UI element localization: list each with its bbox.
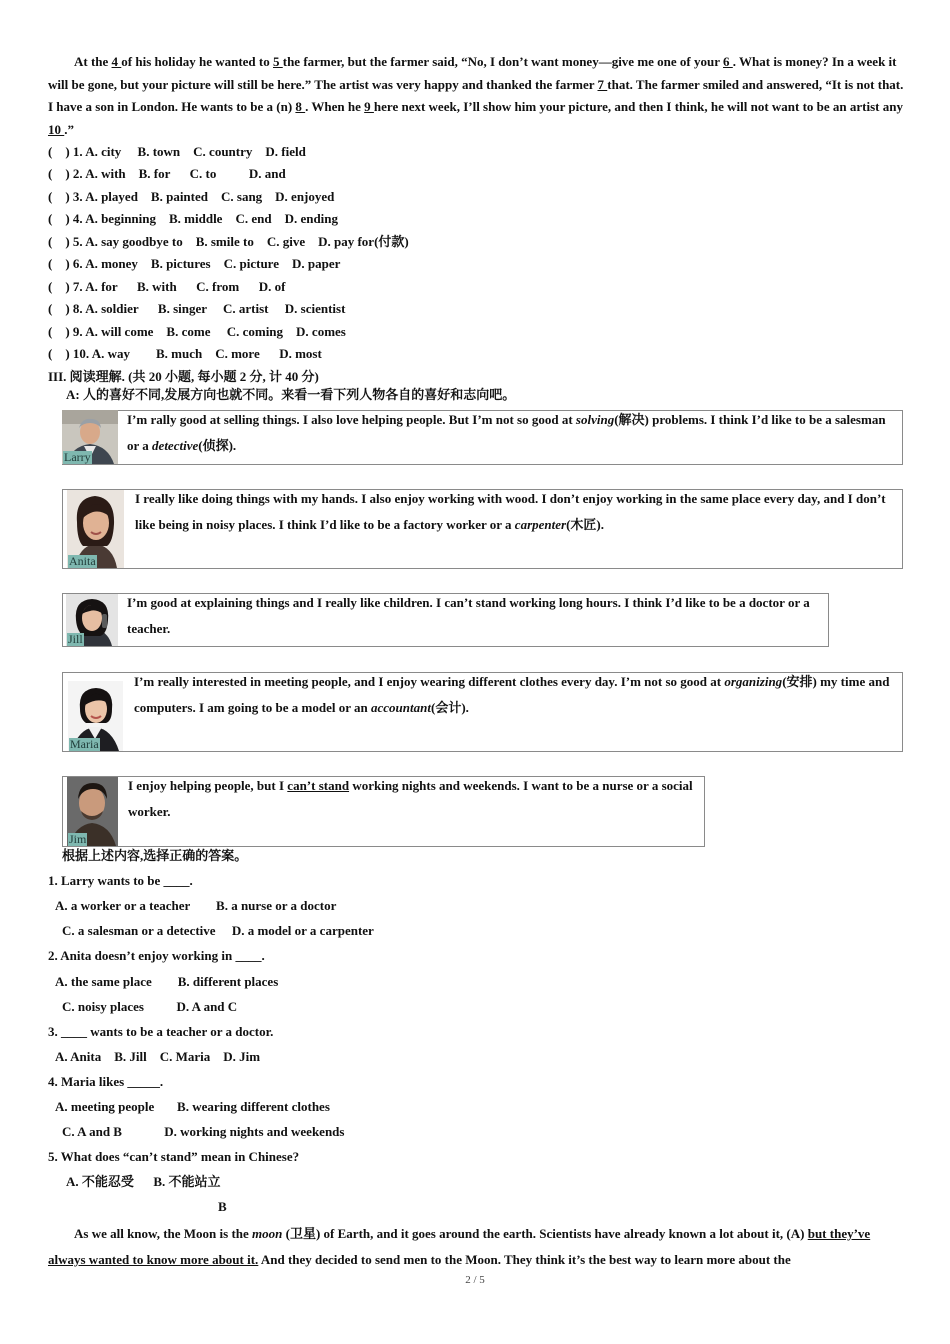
part-b-label: B [218,1199,227,1214]
text-jill: I’m good at explaining things and I really like children. I can’t stand working long hours. I think I’d like to be a doctor or a teacher. [127,595,810,636]
cloze-question-8: ( ) 8. A. soldier B. singer C. artist D. scientist [48,301,346,316]
reading-question-1-options-a: A. a worker or a teacher B. a nurse or a doctor [55,898,337,913]
photo-maria [68,681,123,751]
blank-5: 5 [273,54,283,69]
cloze-question-5: ( ) 5. A. say goodbye to B. smile to C. give D. pay for(付款) [48,234,409,249]
name-label-anita: Anita [69,554,96,568]
name-label-jill: Jill [68,632,83,646]
reading-question-3: 3. ____ wants to be a teacher or a doctor. [48,1024,274,1039]
reading-question-2-options-b: C. noisy places D. A and C [62,999,238,1014]
name-label-jim: Jim [69,832,87,846]
photo-larry [62,410,118,464]
reading-question-5-options: A. 不能忍受 B. 不能站立 [66,1174,221,1189]
cloze-question-10: ( ) 10. A. way B. much C. more D. most [48,346,322,361]
part-a-intro: A: 人的喜好不同,发展方向也就不同。来看一看下列人物各自的喜好和志向吧。 [66,387,516,402]
blank-9: 9 [364,99,374,114]
section-heading: III. 阅读理解. (共 20 小题, 每小题 2 分, 计 40 分) [48,369,319,384]
reading-question-2-options-a: A. the same place B. different places [55,974,279,989]
cloze-question-9: ( ) 9. A. will come B. come C. coming D. comes [48,324,346,339]
blank-6: 6 [723,54,733,69]
reading-question-1-options-b: C. a salesman or a detective D. a model or a carpenter [62,923,374,938]
reading-question-5: 5. What does “can’t stand” mean in Chinese? [48,1149,300,1164]
blank-10: 10 [48,121,65,137]
cloze-question-4: ( ) 4. A. beginning B. middle C. end D. ending [48,211,339,226]
blank-4: 4 [111,54,122,69]
cloze-question-7: ( ) 7. A. for B. with C. from D. of [48,279,286,294]
photo-anita [67,490,124,568]
cloze-question-1: ( ) 1. A. city B. town C. country D. field [48,144,306,159]
reading-question-4-options-b: C. A and B D. working nights and weekends [62,1124,345,1139]
cloze-passage: At the 4 of his holiday he wanted to 5 the farmer, but the farmer said, “No, I don’t want money—give me one of your 6 . What is money? In a week it will be gone, but your picture will still be here.” The artist was very happy and thanked the farmer 7 that. The farmer smiled and answered, “It is not that. I have a son in London. He wants to be a (n) 8 . When he 9 here next week, I’ll show him your picture, and then I think, he will not want to be an artist any 10 .” [48,54,904,137]
text-maria: I’m really interested in meeting people, and I enjoy wearing different clothes every day. I’m not so good at organizing(安排) my time and computers. I am going to be a model or an accountant(会计). [134,674,890,715]
photo-jill [66,594,118,646]
text-anita: I really like doing things with my hands. I also enjoy working with wood. I don’t enjoy working in the same place every day, and I don’t like being in noisy places. I think I’d like to be a factory worker or a carpenter(木匠). [135,491,886,532]
reading-question-2: 2. Anita doesn’t enjoy working in ____. [48,948,265,963]
choose-instruction: 根据上述内容,选择正确的答案。 [62,848,248,863]
reading-question-4-options-a: A. meeting people B. wearing different clothes [55,1099,330,1114]
moon-passage: As we all know, the Moon is the moon (卫星) of Earth, and it goes around the earth. Scientists have already known a lot about it, (A) but they’ve always wanted to know more about it. And they decided to send men to the Moon. They think it’s the best way to learn more about the [48,1226,871,1267]
reading-question-4: 4. Maria likes _____. [48,1074,164,1089]
name-label-maria: Maria [70,737,99,751]
text-jim: I enjoy helping people, but I can’t stand working nights and weekends. I want to be a nurse or a social worker. [128,778,693,819]
blank-7: 7 [597,76,608,92]
reading-question-1: 1. Larry wants to be ____. [48,873,193,888]
text-larry: I’m rally good at selling things. I also love helping people. But I’m not so good at solving(解决) problems. I think I’d like to be a salesman or a detective(侦探). [127,412,886,453]
page-number: 2 / 5 [465,1274,485,1286]
blank-8: 8 [295,99,306,114]
name-label-larry: Larry [64,450,91,464]
cloze-question-3: ( ) 3. A. played B. painted C. sang D. enjoyed [48,189,335,204]
cloze-question-2: ( ) 2. A. with B. for C. to D. and [48,166,286,181]
photo-jim [67,777,118,846]
cloze-question-6: ( ) 6. A. money B. pictures C. picture D. paper [48,256,341,271]
reading-question-3-options: A. Anita B. Jill C. Maria D. Jim [55,1049,261,1064]
